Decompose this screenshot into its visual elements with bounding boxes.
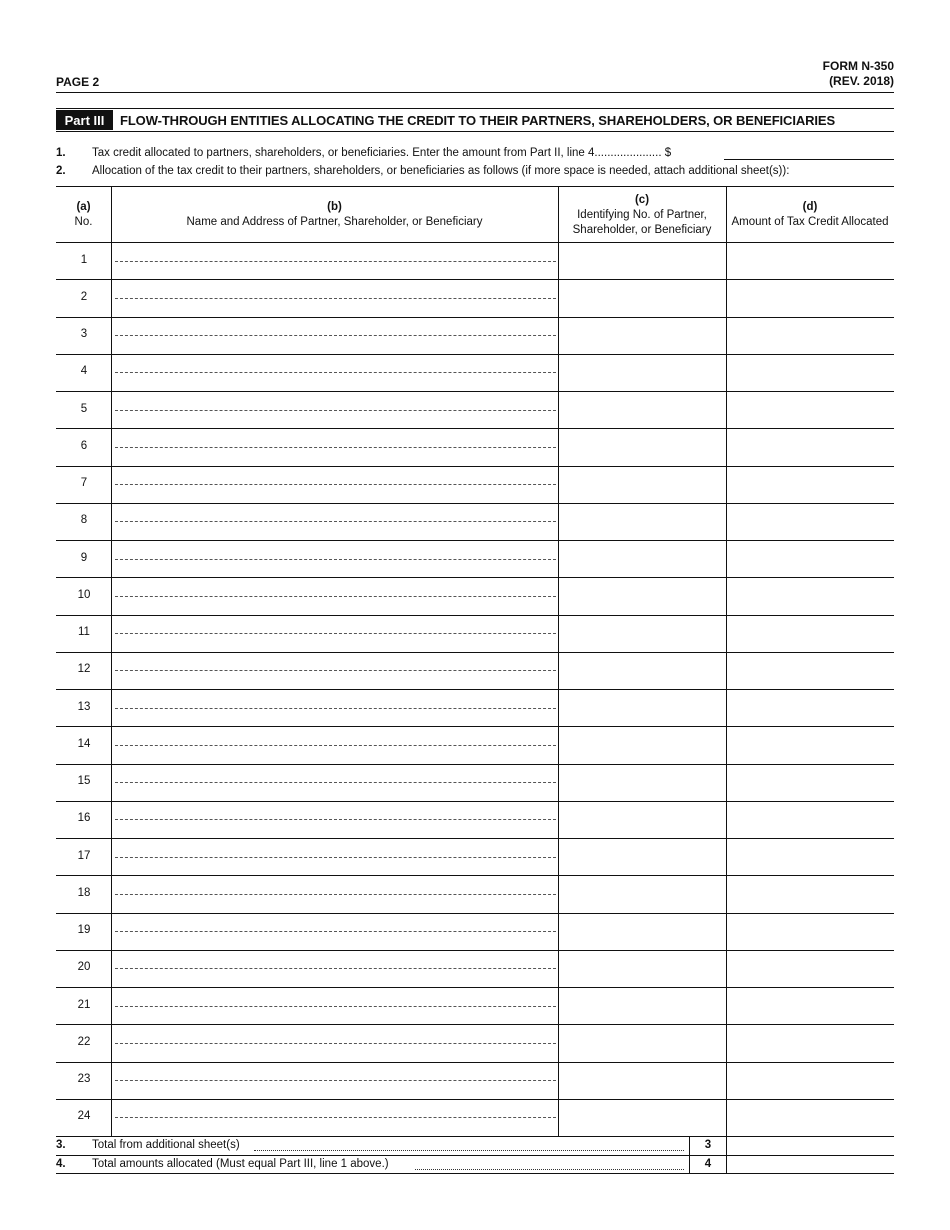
name-address-field[interactable] <box>112 429 558 464</box>
name-address-field[interactable] <box>112 392 558 427</box>
line-2-text: Allocation of the tax credit to their partners, shareholders, or beneficiaries as follows (if more space is needed, attach additional sheet(s)): <box>92 165 790 177</box>
credit-amount-field[interactable] <box>727 1063 894 1098</box>
identifying-number-field[interactable] <box>559 616 725 651</box>
identifying-number-field[interactable] <box>559 653 725 688</box>
row-number: 21 <box>77 998 91 1011</box>
row-number: 13 <box>77 700 91 713</box>
credit-amount-field[interactable] <box>727 988 894 1023</box>
form-id-block <box>823 59 894 89</box>
line-4-amount-field[interactable] <box>727 1156 894 1172</box>
row-number: 8 <box>80 514 88 527</box>
identifying-number-field[interactable] <box>559 1063 725 1098</box>
credit-amount-field[interactable] <box>727 578 894 613</box>
name-address-field[interactable] <box>112 318 558 353</box>
name-address-field[interactable] <box>112 243 558 278</box>
line-4-leader <box>415 1169 684 1170</box>
line-3-leader <box>254 1150 684 1151</box>
credit-amount-field[interactable] <box>727 429 894 464</box>
column-d-letter: (d) <box>802 201 818 213</box>
identifying-number-field[interactable] <box>559 504 725 539</box>
row-number: 3 <box>80 328 88 341</box>
name-address-field[interactable] <box>112 876 558 911</box>
column-a-letter: (a) <box>76 201 91 213</box>
name-address-field[interactable] <box>112 280 558 315</box>
name-address-field[interactable] <box>112 690 558 725</box>
identifying-number-field[interactable] <box>559 765 725 800</box>
credit-amount-field[interactable] <box>727 690 894 725</box>
name-address-field[interactable] <box>112 504 558 539</box>
credit-amount-field[interactable] <box>727 653 894 688</box>
credit-amount-field[interactable] <box>727 727 894 762</box>
column-header-d <box>730 188 890 242</box>
page-label: PAGE 2 <box>56 75 100 89</box>
column-c-letter: (c) <box>634 193 650 206</box>
row-number: 2 <box>80 290 88 303</box>
credit-amount-field[interactable] <box>727 355 894 390</box>
credit-amount-field[interactable] <box>727 1025 894 1060</box>
name-address-field[interactable] <box>112 1025 558 1060</box>
identifying-number-field[interactable] <box>559 429 725 464</box>
name-address-field[interactable] <box>112 467 558 502</box>
row-number: 22 <box>77 1035 91 1048</box>
line-4-box-number: 4 <box>704 1158 712 1170</box>
credit-amount-field[interactable] <box>727 318 894 353</box>
credit-amount-field[interactable] <box>727 839 894 874</box>
identifying-number-field[interactable] <box>559 392 725 427</box>
identifying-number-field[interactable] <box>559 988 725 1023</box>
name-address-field[interactable] <box>112 616 558 651</box>
row-number: 5 <box>80 402 88 415</box>
name-address-field[interactable] <box>112 802 558 837</box>
column-header-c <box>562 188 722 242</box>
row-number: 18 <box>77 886 91 899</box>
name-address-field[interactable] <box>112 839 558 874</box>
credit-amount-field[interactable] <box>727 504 894 539</box>
identifying-number-field[interactable] <box>559 1100 725 1135</box>
credit-amount-field[interactable] <box>727 765 894 800</box>
credit-amount-field[interactable] <box>727 467 894 502</box>
identifying-number-field[interactable] <box>559 318 725 353</box>
identifying-number-field[interactable] <box>559 690 725 725</box>
credit-amount-field[interactable] <box>727 280 894 315</box>
column-b-label: Name and Address of Partner, Shareholder, or Beneficiary <box>186 216 483 228</box>
column-a-label: No. <box>74 216 93 228</box>
name-address-field[interactable] <box>112 951 558 986</box>
line-1-text: Tax credit allocated to partners, shareholders, or beneficiaries. Enter the amount from Part II, line 4..................... $ <box>92 147 672 159</box>
row-number: 23 <box>77 1073 91 1086</box>
identifying-number-field[interactable] <box>559 876 725 911</box>
part-top-rule <box>56 108 894 109</box>
credit-amount-field[interactable] <box>727 1100 894 1135</box>
identifying-number-field[interactable] <box>559 467 725 502</box>
name-address-field[interactable] <box>112 578 558 613</box>
name-address-field[interactable] <box>112 914 558 949</box>
identifying-number-field[interactable] <box>559 541 725 576</box>
line-1-number: 1. <box>56 147 66 159</box>
row-number: 4 <box>80 365 88 378</box>
row-number: 1 <box>80 253 88 266</box>
row-number: 17 <box>77 849 91 862</box>
name-address-field[interactable] <box>112 653 558 688</box>
name-address-field[interactable] <box>112 541 558 576</box>
row-number: 16 <box>77 812 91 825</box>
header-rule <box>56 92 894 93</box>
row-number: 9 <box>80 551 88 564</box>
totals-bottom-border <box>56 1173 894 1174</box>
identifying-number-field[interactable] <box>559 355 725 390</box>
name-address-field[interactable] <box>112 1063 558 1098</box>
name-address-field[interactable] <box>112 727 558 762</box>
name-address-field[interactable] <box>112 988 558 1023</box>
credit-amount-field[interactable] <box>727 392 894 427</box>
credit-amount-field[interactable] <box>727 876 894 911</box>
column-d-label: Amount of Tax Credit Allocated <box>731 216 889 228</box>
name-address-field[interactable] <box>112 355 558 390</box>
part-title: FLOW-THROUGH ENTITIES ALLOCATING THE CREDIT TO THEIR PARTNERS, SHAREHOLDERS, OR BENEFICIARIES <box>120 112 836 128</box>
row-number: 11 <box>78 626 90 639</box>
identifying-number-field[interactable] <box>559 951 725 986</box>
column-b-letter: (b) <box>327 201 342 213</box>
row-number: 20 <box>77 961 91 974</box>
row-number: 10 <box>77 588 91 601</box>
identifying-number-field[interactable] <box>559 578 725 613</box>
credit-amount-field[interactable] <box>727 802 894 837</box>
credit-amount-field[interactable] <box>727 914 894 949</box>
line-3-number: 3. <box>56 1139 66 1151</box>
name-address-field[interactable] <box>112 1100 558 1135</box>
line-3-text: Total from additional sheet(s) <box>92 1139 240 1151</box>
row-number: 19 <box>77 924 91 937</box>
line-2-number: 2. <box>56 165 66 177</box>
identifying-number-field[interactable] <box>559 802 725 837</box>
row-number: 15 <box>77 775 91 788</box>
identifying-number-field[interactable] <box>559 280 725 315</box>
name-address-field[interactable] <box>112 765 558 800</box>
row-number: 14 <box>77 737 91 750</box>
form-revision: (REV. 2018) <box>829 74 894 88</box>
line-1-amount-field[interactable] <box>724 159 894 160</box>
credit-amount-field[interactable] <box>727 616 894 651</box>
row-number: 12 <box>77 663 91 676</box>
identifying-number-field[interactable] <box>559 839 725 874</box>
credit-amount-field[interactable] <box>727 951 894 986</box>
column-header-a <box>56 188 111 242</box>
column-header-b <box>111 188 558 242</box>
part-tag: Part III <box>56 110 113 130</box>
identifying-number-field[interactable] <box>559 243 725 278</box>
line-4-number: 4. <box>56 1158 66 1170</box>
column-c-label: Identifying No. of Partner, Shareholder, or Beneficiary <box>572 208 712 236</box>
row-number: 24 <box>77 1110 91 1123</box>
line-3-box-number: 3 <box>704 1139 712 1151</box>
table-top-border <box>56 186 894 187</box>
identifying-number-field[interactable] <box>559 914 725 949</box>
credit-amount-field[interactable] <box>727 243 894 278</box>
identifying-number-field[interactable] <box>559 727 725 762</box>
line-4-text: Total amounts allocated (Must equal Part III, line 1 above.) <box>92 1158 389 1170</box>
line-3-amount-field[interactable] <box>727 1137 894 1154</box>
form-name: FORM N-350 <box>822 59 894 73</box>
part-bottom-rule <box>56 131 894 132</box>
credit-amount-field[interactable] <box>727 541 894 576</box>
row-number: 7 <box>80 477 88 490</box>
identifying-number-field[interactable] <box>559 1025 725 1060</box>
row-number: 6 <box>80 439 88 452</box>
